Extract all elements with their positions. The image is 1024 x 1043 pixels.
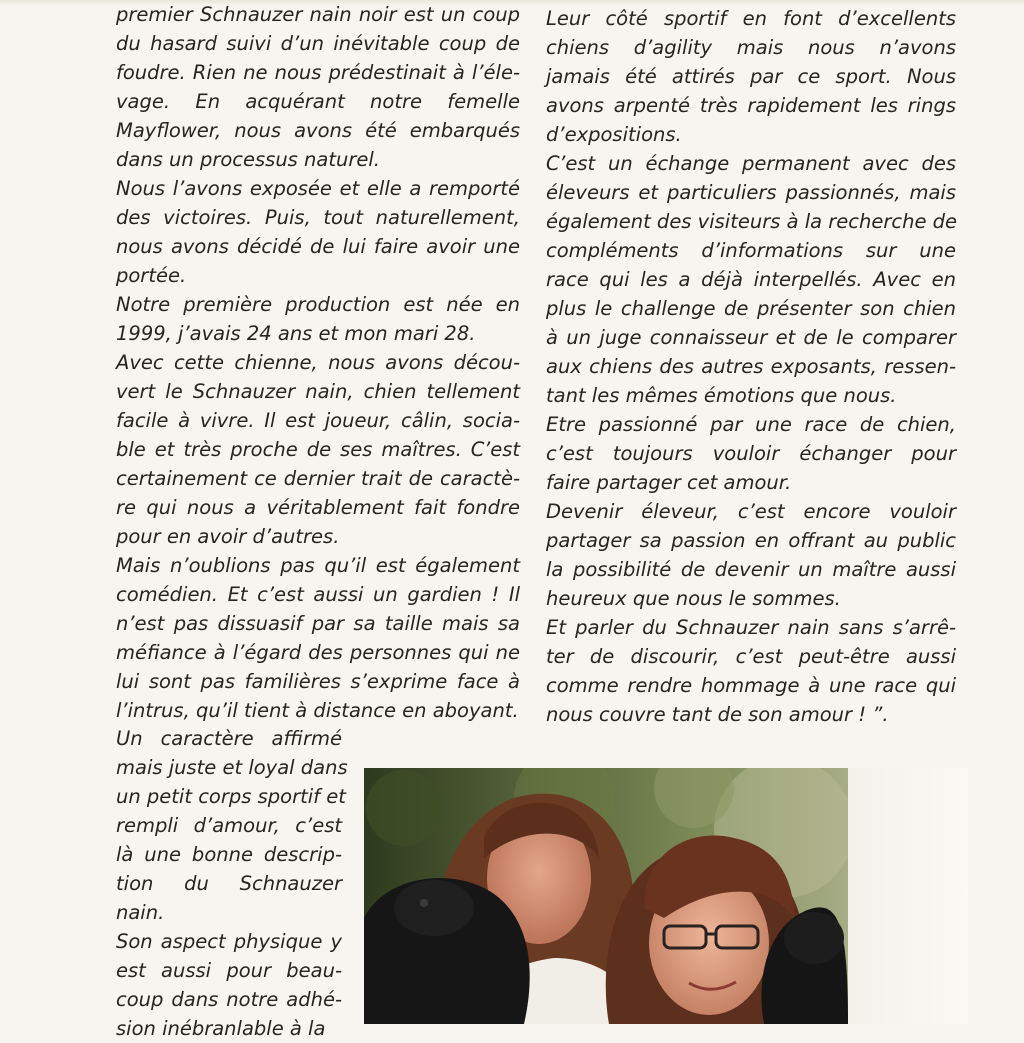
text-line: Nous l’avons exposée et elle a remporté: [116, 177, 520, 200]
text-line: 1999, j’avais 24 ans et mon mari 28.: [116, 322, 476, 345]
photo-border: [848, 768, 968, 1024]
text-line: un petit corps sportif et: [116, 785, 346, 808]
text-line: heureux que nous le sommes.: [546, 587, 841, 610]
text-line: plus le challenge de présenter son chien: [546, 297, 956, 320]
text-line: là une bonne descrip-: [116, 843, 342, 866]
text-line: nous couvre tant de son amour ! ”.: [546, 703, 889, 726]
text-line: mais juste et loyal dans: [116, 756, 348, 779]
text-line: du hasard suivi d’un inévitable coup de: [116, 32, 520, 55]
text-line: n’est pas dissuasif par sa taille mais sa: [116, 612, 520, 635]
text-line: rempli d’amour, c’est: [116, 814, 342, 837]
paragraph: [546, 410, 956, 497]
text-line: ter de discourir, c’est peut-être aussi: [546, 645, 956, 668]
text-line: méfiance à l’égard des personnes qui ne: [116, 641, 520, 664]
text-line: comédien. Et c’est aussi un gardien ! Il: [116, 583, 520, 606]
paragraph: [546, 4, 956, 149]
text-line: est aussi pour beau-: [116, 959, 342, 982]
paragraph: [546, 149, 956, 410]
paragraph: [546, 613, 956, 729]
text-line: c’est toujours vouloir échanger pour: [546, 442, 956, 465]
text-line: également des visiteurs à la recherche de: [546, 210, 958, 233]
text-line: jamais été attirés par ce sport. Nous: [546, 65, 956, 88]
text-line: Son aspect physique y: [116, 930, 342, 953]
text-line: premier Schnauzer nain noir est un coup: [116, 3, 520, 26]
paragraph: [546, 497, 956, 613]
text-line: certainement ce dernier trait de caractè-: [116, 467, 520, 490]
text-line: tant les mêmes émotions que nous.: [546, 384, 897, 407]
text-line: comme rendre hommage à une race qui: [546, 674, 956, 697]
paragraph: [116, 348, 520, 551]
text-line: vert le Schnauzer nain, chien tellement: [116, 380, 520, 403]
paragraph: [116, 551, 520, 725]
paragraph: [116, 290, 520, 348]
photo-illustration: [364, 768, 848, 1024]
text-line: la possibilité de devenir un maître aussi: [546, 558, 956, 581]
text-line: pour en avoir d’autres.: [116, 525, 340, 548]
paragraph: [116, 174, 520, 290]
text-line: à un juge connaisseur et de le comparer: [546, 326, 956, 349]
text-line: Et parler du Schnauzer nain sans s’arrê-: [546, 616, 956, 639]
text-line: ble et très proche de ses maîtres. C’est: [116, 438, 520, 461]
text-line: nain.: [116, 901, 165, 924]
breeders-with-dogs-photo: [364, 768, 848, 1024]
text-line: aux chiens des autres exposants, ressen-: [546, 355, 956, 378]
paragraph: [116, 927, 342, 1043]
text-line: coup dans notre adhé-: [116, 988, 342, 1011]
text-line: Mais n’oublions pas qu’il est également: [116, 554, 520, 577]
text-line: Devenir éleveur, c’est encore vouloir: [546, 500, 956, 523]
text-line: nous avons décidé de lui faire avoir une: [116, 235, 520, 258]
article-right-column: [546, 4, 956, 729]
text-line: C’est un échange permanent avec des: [546, 152, 956, 175]
text-line: éleveurs et particuliers passionnés, mais: [546, 181, 956, 204]
article-left-column: [116, 0, 520, 725]
text-line: des victoires. Puis, tout naturellement,: [116, 206, 520, 229]
text-line: lui sont pas familières s’exprime face à: [116, 670, 520, 693]
text-line: faire partager cet amour.: [546, 471, 792, 494]
text-line: l’intrus, qu’il tient à distance en aboyant.: [116, 699, 519, 722]
text-line: partager sa passion en offrant au public: [546, 529, 956, 552]
text-line: re qui nous a véritablement fait fondre: [116, 496, 520, 519]
text-line: Avec cette chienne, nous avons décou-: [116, 351, 520, 374]
text-line: dans un processus naturel.: [116, 148, 380, 171]
text-line: chiens d’agility mais nous n’avons: [546, 36, 956, 59]
paragraph: [116, 0, 520, 174]
paragraph: [116, 724, 348, 927]
text-line: tion du Schnauzer: [116, 872, 342, 895]
text-line: vage. En acquérant notre femelle: [116, 90, 520, 113]
text-line: Mayflower, nous avons été embarqués: [116, 119, 520, 142]
text-line: foudre. Rien ne nous prédestinait à l’éle-: [116, 61, 520, 84]
text-line: Un caractère affirmé: [116, 727, 342, 750]
text-line: avons arpenté très rapidement les rings: [546, 94, 956, 117]
text-line: d’expositions.: [546, 123, 682, 146]
text-line: compléments d’informations sur une: [546, 239, 956, 262]
text-line: portée.: [116, 264, 187, 287]
text-line: Etre passionné par une race de chien,: [546, 413, 956, 436]
text-line: facile à vivre. Il est joueur, câlin, socia-: [116, 409, 520, 432]
text-line: Leur côté sportif en font d’excellents: [546, 7, 956, 30]
text-line: race qui les a déjà interpellés. Avec en: [546, 268, 956, 291]
text-line: Notre première production est née en: [116, 293, 520, 316]
text-line: sion inébranlable à la: [116, 1017, 326, 1040]
article-narrow-column: [116, 724, 348, 1043]
